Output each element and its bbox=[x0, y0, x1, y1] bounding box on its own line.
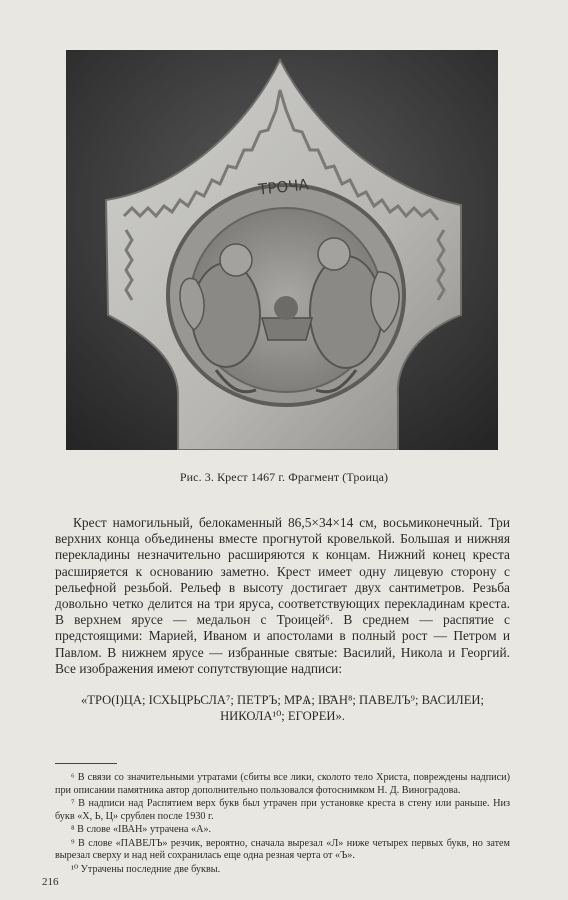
carved-inscription: ТРОЧА bbox=[257, 175, 310, 199]
cross-photograph bbox=[66, 50, 498, 450]
footnotes bbox=[55, 772, 510, 877]
main-paragraph bbox=[55, 515, 510, 677]
footnote-9: ⁹ В слове «ПАВЕЛЪ» резчик, вероятно, сначала вырезал «Л» ниже четырех первых букв, но затем вырезал сверху и над ней сохранилась еще одна резная черта от «Ъ». bbox=[55, 837, 510, 861]
cross-relief-image bbox=[66, 50, 498, 450]
footnote-7: ⁷ В надписи над Распятием верх букв был утрачен при установке креста в стену или раньше. Низ букв «Х, Ь, Ц» срублен после 1930 г. bbox=[55, 798, 510, 822]
page-number: 216 bbox=[42, 876, 59, 888]
footnote-8: ⁸ В слове «ІВАН» утрачена «А». bbox=[71, 824, 212, 835]
footnote-10: ¹⁰ Утрачены последние две буквы. bbox=[71, 863, 221, 875]
main-paragraph-text: Крест намогильный, белокаменный 86,5×34×14 см, восьмиконечный. Три верхних конца объединены вместе прогнутой кровелькой. Большая и нижняя перекладины незначительно расширяются к концам. Нижний конец креста расширяется к основанию заметно. Крест имеет одну лицевую сторону с рельефной резьбой. Рельеф в высоту достигает двух сантиметров. Резьба довольно четко делится на три яруса, соответствующих перекладинам креста. В верхнем ярусе — медальон с Троицей⁶. В среднем — распятие с предстоящими: Марией, Иваном и апостолами в полный рост — Петром и Павлом. В нижнем ярусе — избранные святые: Василий, Никола и Георгий. Все изображения имеют сопутствующие надписи: bbox=[55, 515, 510, 676]
inscription-list: «ТРО(І)ЦА; ІСХЬЦРЬСЛА⁷; ПЕТРЪ; М̃РѦ; ІВ̃АН⁸; ПАВЕЛЪ⁹; ВАСИЛЕИ; НИКОЛА¹⁰; ЕГОРЕИ». bbox=[80, 693, 484, 723]
figure-caption: Рис. 3. Крест 1467 г. Фрагмент (Троица) bbox=[179, 470, 389, 484]
footnote-6: ⁶ В связи со значительными утратами (сбиты все лики, сколото тело Христа, повреждены надписи) при описании памятника автор дополнительно пользовался фотоснимком Н. Д. Виноградова. bbox=[55, 772, 510, 796]
footnote-divider bbox=[55, 763, 117, 764]
